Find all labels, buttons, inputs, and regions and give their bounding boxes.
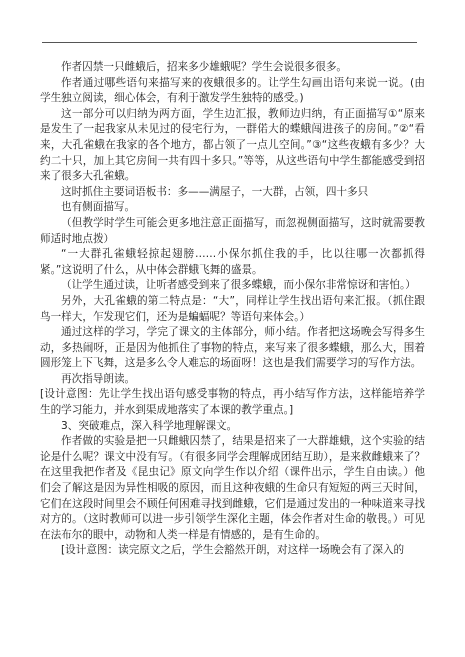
paragraph: （让学生通过读，让听者感受到来了很多蝶蛾，而小保尔非常惊讶和害怕。） bbox=[61, 279, 416, 292]
paragraph: （但教学时学生可能会更多地注意正面描写，而忽视侧面描写，这时就需要教师适时地点拨） bbox=[40, 216, 425, 245]
paragraph: 这一部分可以归纳为两方面，学生边汇报，教师边归纳，有正面描写①“原来是发生了一起我家从未见过的侵宅行为，一群偌大的蝶蛾闯进孩子的房间。”②“看来，大孔雀蛾在我家的各个地方，都占领了一点儿空间。”③“这些夜蛾有多少？大约二十只，加上其它房间一共有四十多只。”等等，从这些语句中学生都能感受到招来了很多大孔雀蛾。 bbox=[40, 107, 425, 183]
header-divider bbox=[42, 42, 417, 43]
paragraph: 通过这样的学习，学完了课文的主体部分，师小结。作者把这场晚会写得多生动，多热闹呀，正是因为他抓住了事物的特点，来写来了很多蝶蛾，那么大，围着圆形笼上下飞舞，这是多么令人难忘的场面呀！这也是我们需要学习的写作方法。 bbox=[40, 326, 425, 370]
paragraph: [设计意图：先让学生找出语句感受事物的特点，再小结写作方法，这样能培养学生的学习能力，并水到渠成地落实了本课的教学重点。] bbox=[40, 388, 425, 417]
paragraph: 这时抓住主要词语板书：多——满屋子，一大群，占领，四十多只 bbox=[61, 185, 369, 198]
paragraph: 作者囚禁一只雌蛾后，招来多少雄蛾呢？学生会说很多很多。 bbox=[61, 61, 348, 73]
document-body bbox=[40, 60, 425, 650]
paragraph: 再次指导朗读。 bbox=[61, 372, 136, 385]
paragraph: 作者通过哪些语句来描写来的夜蛾很多的。让学生勾画出语句来说一说。(由学生独立阅读，细心体会，有利于激发学生独特的感受。) bbox=[40, 76, 425, 105]
paragraph: 作者做的实验是把一只雌蛾囚禁了，结果是招来了一大群雄蛾，这个实验的结论是什么呢？课文中没有写。（有很多同学会理解成团结互助），是来救雌蛾来了？在这里我把作者及《昆虫记》原文向学生作以介绍（课件出示，学生自由读。）他们会了解这是因为异性相吸的原因，而且这种夜蛾的生命只有短短的两三天时间，它们在这段时间里会不顾任何困难寻找到雌蛾，它们是通过发出的一种味道来寻找对方的。（这时教师可以进一步引领学生深化主题，体会作者对生命的敬畏。）可见在法布尔的眼中，动物和人类一样是有情感的，是有生命的。 bbox=[40, 435, 425, 541]
paragraph: “一大群孔雀蛾轻掠起翅膀……小保尔抓住我的手，比以往哪一次都抓得紧。”这说明了什么，从中体会群蛾飞舞的盛景。 bbox=[40, 248, 425, 276]
paragraph: 另外，大孔雀蛾的第二特点是：“大”，同样让学生找出语句来汇报。（抓住跟鸟一样大，乍发现它们，还为是蝙蝠呢？等语句来体会。） bbox=[40, 294, 425, 323]
paragraph: 3、突破难点，深入科学地理解课文。 bbox=[61, 419, 238, 432]
paragraph: 也有侧面描写。 bbox=[61, 201, 136, 214]
paragraph: [设计意图：读完原文之后，学生会豁然开朗，对这样一场晚会有了深入的 bbox=[61, 544, 405, 557]
